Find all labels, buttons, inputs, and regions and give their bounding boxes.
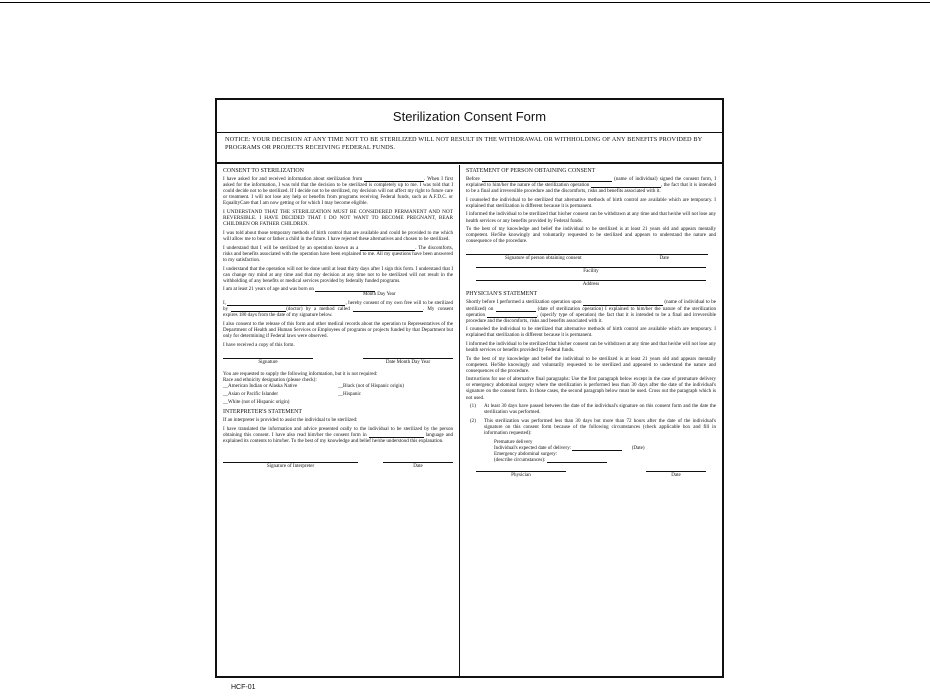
form-notice: NOTICE: YOUR DECISION AT ANY TIME NOT TO BE STERILIZED WILL NOT RESULT IN THE WITHDRAWAL OR WITHHOLDING OF ANY BENEFITS PROVIDED BY PROGRAMS OR PROJECTS RECEIVING FEDERAL FUNDS.: [217, 133, 722, 164]
physician-date-label: Date: [671, 471, 681, 478]
interpreter-heading: INTERPRETER'S STATEMENT: [223, 409, 302, 416]
consent-paragraph-9: I have received a copy of this form.: [223, 341, 295, 348]
expected-delivery-line: Individual's expected date of delivery: (Date): [494, 444, 645, 451]
ethnicity-row-1: [223, 383, 453, 389]
interpreter-signature-row: [223, 462, 453, 469]
interpreter-paragraph-2: I have translated the information and advice presented orally to the individual to be sterilized by the person obtaining this consent. I have also read him/her the consent form in language and explained its contents to him/her. To the best of my knowledge and belief he/she understood this explanation.: [223, 425, 454, 444]
method-field[interactable]: [353, 306, 423, 312]
interpreter-signature-field[interactable]: [223, 462, 358, 469]
consent-form: [215, 98, 724, 678]
alternative-paragraph-1: (1) At least 30 days have passed between the date of the individual's signature on this consent form and the date the sterilization was performed.: [466, 403, 716, 415]
left-column: [217, 165, 460, 676]
consent-paragraph-4: I understand that I will be sterilized by an operation known as a . The discomforts, risks and benefits associated with the operation have been explained to me. All my questions have been answered to my satisfaction.: [223, 244, 453, 263]
circumstances-field[interactable]: [547, 457, 607, 463]
interpreter-signature-label: Signature of Interpreter: [266, 462, 315, 469]
top-rule: [0, 2, 930, 3]
alternative-number: (2): [470, 417, 476, 424]
consent-paragraph-7: I, , hereby consent of my own free will to be sterilized by (doctor) by a method called . My consent expires 180 days from the date of my signature below.: [223, 300, 454, 319]
ethnicity-option[interactable]: __White (not of Hispanic origin): [223, 399, 290, 406]
circumstances-block: [466, 439, 716, 463]
obtaining-paragraph-1: Before (name of individual) signed the consent form, I explained to him/her the nature of the sterilization operation , the fact that it is intended to be a final and irreversible procedure and the discomforts, risks and benefits associated with it.: [466, 176, 716, 195]
obtaining-paragraph-4: To the best of my knowledge and belief the individual to be sterilized is at least 21 years old and appears mentally competent. He/She knowingly and voluntarily requested to be sterilized and appears to understand the nature and consequence of the procedure.: [466, 226, 716, 245]
consent-heading: CONSENT TO STERILIZATION: [223, 168, 304, 174]
form-title: Sterilization Consent Form: [217, 100, 722, 133]
consent-date-label: Date Month Day Year: [385, 358, 431, 365]
describe-circumstances-line: (describe circumstances):: [494, 457, 716, 463]
consent-paragraph-8: I also consent to the release of this form and other medical records about the operation to Representatives of the Department of Health and Human Services or Employees of programs or projects funded by that Department but only for determining if Federal laws were observed.: [223, 321, 453, 340]
alternative-paragraph-2: (2) This sterilization was performed less than 30 days but more than 72 hours after the date of the individual's signature on this consent form because of the following circumstances (check applicable box and fill in information requested):: [466, 418, 716, 436]
interpreter-paragraph-1: If an interpreter is provided to assist the individual to be sterilized:: [223, 417, 358, 424]
consent-paragraph-3: I was told about those temporary methods of birth control that are available and could be provided to me which will allow me to bear or father a child in the future. I have rejected these alternatives and chosen to be sterilized.: [223, 230, 453, 243]
consent-signature-label: Signature: [258, 358, 278, 365]
optional-info-note: You are requested to supply the following information, but it is not required:: [223, 370, 378, 377]
physician-paragraph-3: I informed the individual to be sterilized that his/her consent can be withdrawn at any time and that he/she will not lose any health services or benefits provided by Federal funds.: [466, 340, 716, 353]
birthdate-line: I am at least 21 years of age and was born on: [223, 286, 453, 292]
physician-signature-row: [466, 471, 716, 478]
right-column: [460, 165, 722, 676]
obtaining-heading: STATEMENT OF PERSON OBTAINING CONSENT: [466, 168, 596, 174]
consent-paragraph-permanent: I UNDERSTAND THAT THE STERILIZATION MUST BE CONSIDERED PERMANENT AND NOT REVERSIBLE. I HAVE DECIDED THAT I DO NOT WANT TO BECOME PREGNANT, BEAR CHILDREN OR FATHER CHILDREN.: [223, 208, 453, 228]
facility-label: Facility: [583, 268, 599, 275]
obtaining-paragraph-2: I counseled the individual to be sterilized that alternative methods of birth control are available which are temporary. I explained that sterilization is different because it is permanent.: [466, 196, 716, 209]
birthdate-parts: Month Day Year: [363, 292, 396, 298]
facility-field[interactable]: [476, 267, 706, 274]
alternative-number: (1): [470, 403, 476, 410]
obtaining-signature-field[interactable]: [466, 254, 708, 261]
ethnicity-option[interactable]: __Hispanic: [338, 391, 361, 398]
obtaining-signature-row: [466, 254, 716, 261]
ethnicity-option[interactable]: __Black (not of Hispanic origin): [338, 382, 404, 389]
physician-signature-label: Physician: [511, 471, 531, 478]
physician-paragraph-4: To the best of my knowledge and belief the individual to be sterilized is at least 21 years old and appears mentally competent. He/She knowingly and voluntarily requested to be sterilized and appeared to understand the nature and consequences of the procedure.: [466, 355, 716, 374]
obtaining-paragraph-3: I informed the individual to be sterilized that his/her consent can be withdrawn at any time and that he/she will not lose any health services or any benefits provided by Federal funds.: [466, 211, 716, 224]
consent-signature-field[interactable]: [223, 358, 313, 365]
physician-signature-field[interactable]: [476, 471, 566, 478]
physician-paragraph-1: Shortly before I performed a sterilization operation upon (name of individual to be sterilized) on (date of sterilization operation) I explained to him/her the nature of the sterilization operation , (specify type of operation) the fact that it is intended to be a final and irreversible procedure and the discomforts, risks and benefits associated with it.: [466, 299, 717, 324]
form-columns: [217, 165, 722, 676]
ethnicity-label: Race and ethnicity designation (please check):: [223, 376, 317, 383]
ethnicity-option[interactable]: __American Indian or Alaska Native: [223, 382, 298, 389]
expected-delivery-field[interactable]: [572, 445, 622, 451]
physician-date-field[interactable]: [646, 471, 706, 478]
physician-heading: PHYSICIAN'S STATEMENT: [466, 291, 538, 298]
physician-instructions: Instructions for use of alternative final paragraphs: Use the first paragraph below except in the case of premature delivery or emergency abdominal surgery where the sterilization is performed less than 30 days after the date of the individual's signature on the consent form. In those cases, the second paragraph below must be used. Cross out the paragraph which is not used.: [466, 376, 716, 401]
address-field[interactable]: [476, 280, 706, 287]
ethnicity-row-2: [223, 391, 453, 397]
address-label: Address: [582, 281, 600, 288]
consent-date-field[interactable]: [363, 358, 453, 365]
interpreter-date-field[interactable]: [383, 462, 453, 469]
form-code: HCF-01: [231, 684, 256, 691]
consent-paragraph-5: I understand that the operation will not be done until at least thirty days after I sign this form. I understand that I can change my mind at any time and that my decision at any time not to be sterilized will not result in the withholding of any benefits or medical services provided by federally funded programs.: [223, 265, 453, 284]
consent-signature-row: [223, 358, 453, 365]
emergency-surgery-option[interactable]: Emergency abdominal surgery:: [494, 450, 558, 457]
consent-paragraph-1: I have asked for and received information about sterilization from . When I first asked for the information, I was told that the decision to be sterilized is completely up to me. I was told that I could decide not to be sterilized. If I decide not to be sterilized, my decision will not affect my right to future care or treatment. I will not lose any help or benefits from programs receiving Federal funds, such as A.F.D.C. or EqualityCare that I am now getting or for which I may become eligible.: [223, 176, 453, 207]
obtaining-signature-label: Signature of person obtaining consent: [504, 255, 582, 262]
interpreter-date-label: Date: [413, 462, 423, 469]
physician-paragraph-2: I counseled the individual to be sterilized that alternative methods of birth control are available which are temporary. I explained that sterilization is different because it is permanent.: [466, 326, 716, 339]
ethnicity-option[interactable]: __Asian or Pacific Islander: [223, 391, 279, 398]
premature-delivery-option[interactable]: Premature delivery: [494, 438, 533, 445]
obtaining-date-label: Date: [659, 255, 670, 262]
